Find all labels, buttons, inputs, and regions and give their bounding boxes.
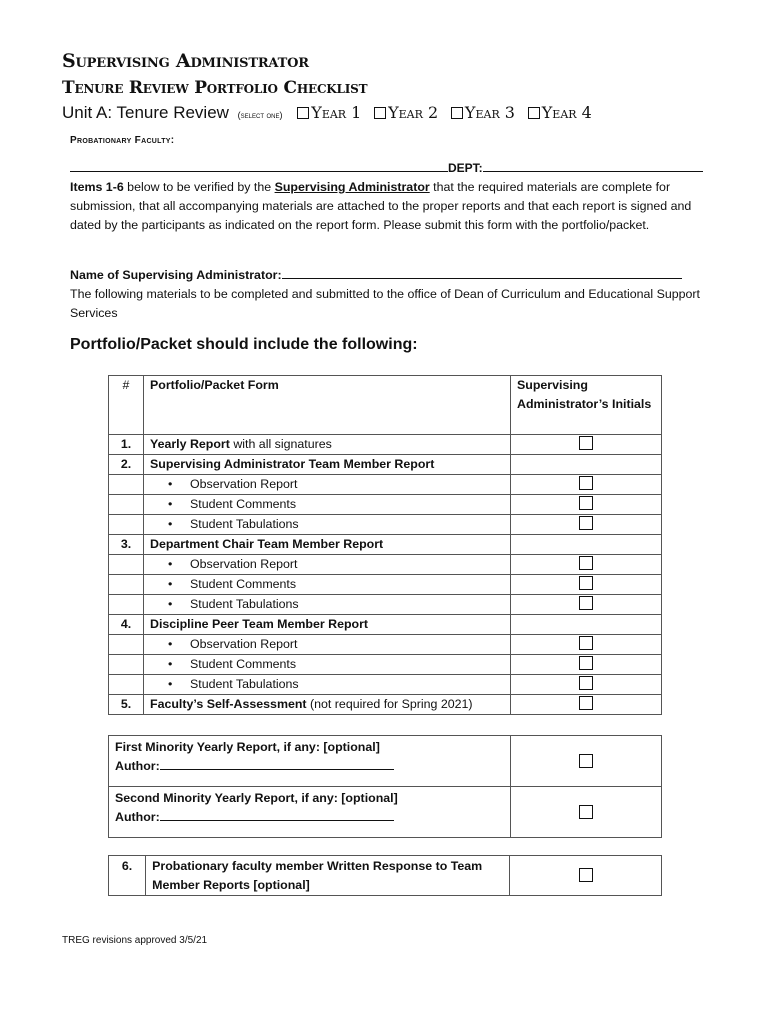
- row-form: Yearly Report with all signatures: [144, 435, 511, 455]
- dept-field[interactable]: [483, 160, 703, 172]
- title-line-2: Tenure Review Portfolio Checklist: [62, 78, 368, 98]
- unit-label: Unit A: Tenure Review: [62, 103, 229, 122]
- table-row: [109, 675, 662, 695]
- checkbox-icon[interactable]: [579, 596, 593, 610]
- checkbox-icon[interactable]: [579, 805, 593, 819]
- title-line-1: Supervising Administrator: [62, 50, 309, 72]
- item-6-number: 6.: [109, 856, 146, 896]
- submission-note: The following materials to be completed and submitted to the office of Dean of Curriculum and Educational Support Services: [70, 287, 700, 320]
- probationary-faculty-label: Probationary Faculty:: [70, 135, 175, 146]
- row-number: 4.: [109, 615, 144, 635]
- minority-report-table: [108, 735, 662, 838]
- year-1-option[interactable]: Year 1: [297, 103, 361, 122]
- checkbox-icon[interactable]: [579, 868, 593, 882]
- checkbox-icon[interactable]: [579, 754, 593, 768]
- checkbox-icon[interactable]: [528, 107, 540, 119]
- table-row: [109, 495, 662, 515]
- table-body: [109, 435, 662, 715]
- checkbox-icon[interactable]: [579, 496, 593, 510]
- row-number: 2.: [109, 455, 144, 475]
- row-number: [109, 515, 144, 535]
- first-minority-cell: First Minority Yearly Report, if any: [optional] Author:: [109, 736, 511, 787]
- checkbox-icon[interactable]: [374, 107, 386, 119]
- table-row: [109, 535, 662, 555]
- table-row: [109, 455, 662, 475]
- second-minority-cell: Second Minority Yearly Report, if any: [optional] Author:: [109, 787, 511, 838]
- col-initials-header: Supervising Administrator’s Initials: [511, 376, 662, 435]
- table-row: [109, 655, 662, 675]
- row-form: Supervising Administrator Team Member Report: [144, 455, 511, 475]
- year-3-option[interactable]: Year 3: [451, 103, 515, 122]
- checkbox-icon[interactable]: [579, 556, 593, 570]
- row-number: [109, 635, 144, 655]
- section-heading: Portfolio/Packet should include the following:: [70, 336, 418, 353]
- footer-note: TREG revisions approved 3/5/21: [62, 935, 208, 946]
- year-2-option[interactable]: Year 2: [374, 103, 438, 122]
- row-form: Discipline Peer Team Member Report: [144, 615, 511, 635]
- row-number: 5.: [109, 695, 144, 715]
- row-number: [109, 555, 144, 575]
- row-form: • Observation Report: [144, 475, 511, 495]
- row-form: • Student Comments: [144, 655, 511, 675]
- item-6-table: [108, 855, 662, 896]
- table-row: [109, 787, 662, 838]
- table-row: [109, 575, 662, 595]
- table-row: [109, 615, 662, 635]
- supervisor-name-label: Name of Supervising Administrator:: [70, 268, 282, 282]
- checkbox-icon[interactable]: [579, 656, 593, 670]
- checkbox-icon[interactable]: [579, 476, 593, 490]
- faculty-name-field[interactable]: [70, 160, 448, 172]
- row-number: [109, 475, 144, 495]
- faculty-dept-line: [70, 160, 703, 175]
- table-row: [109, 475, 662, 495]
- checkbox-icon[interactable]: [297, 107, 309, 119]
- unit-row: [62, 103, 600, 123]
- table-row: [109, 695, 662, 715]
- row-form: • Student Comments: [144, 575, 511, 595]
- row-number: [109, 595, 144, 615]
- row-form: • Observation Report: [144, 555, 511, 575]
- table-row: [109, 555, 662, 575]
- row-form: Department Chair Team Member Report: [144, 535, 511, 555]
- table-row: [109, 515, 662, 535]
- select-note: (select one): [237, 110, 283, 120]
- second-author-field[interactable]: [160, 809, 394, 821]
- checkbox-icon[interactable]: [579, 636, 593, 650]
- checkbox-icon[interactable]: [579, 676, 593, 690]
- row-number: 1.: [109, 435, 144, 455]
- col-num-header: #: [109, 376, 144, 435]
- row-form: • Student Comments: [144, 495, 511, 515]
- row-number: [109, 575, 144, 595]
- table-row: [109, 856, 662, 896]
- table-row: [109, 736, 662, 787]
- item-6-text: Probationary faculty member Written Response to Team Member Reports [optional]: [146, 856, 510, 896]
- dept-label: DEPT:: [448, 161, 483, 175]
- row-form: • Student Tabulations: [144, 595, 511, 615]
- row-number: [109, 495, 144, 515]
- row-number: [109, 655, 144, 675]
- first-author-field[interactable]: [160, 758, 394, 770]
- checkbox-icon[interactable]: [579, 696, 593, 710]
- checkbox-icon[interactable]: [451, 107, 463, 119]
- checkbox-icon[interactable]: [579, 516, 593, 530]
- col-form-header: Portfolio/Packet Form: [144, 376, 511, 435]
- table-row: [109, 595, 662, 615]
- instructions-paragraph: Items 1-6 below to be verified by the Supervising Administrator that the required materials are complete for submission, that all accompanying materials are attached to the proper reports and that each report is signed and dated by the participants as indicated on the report form. Please submit this form with the portfolio/packet.: [70, 180, 692, 232]
- checkbox-icon[interactable]: [579, 576, 593, 590]
- row-form: • Student Tabulations: [144, 515, 511, 535]
- year-4-option[interactable]: Year 4: [528, 103, 592, 122]
- row-number: [109, 675, 144, 695]
- table-header-row: [109, 376, 662, 435]
- row-form: • Student Tabulations: [144, 675, 511, 695]
- supervisor-name-field[interactable]: [282, 267, 682, 279]
- checkbox-icon[interactable]: [579, 436, 593, 450]
- row-number: 3.: [109, 535, 144, 555]
- supervisor-block: [70, 266, 700, 323]
- row-form: Faculty’s Self-Assessment (not required for Spring 2021): [144, 695, 511, 715]
- portfolio-table: [108, 375, 662, 715]
- table-row: [109, 635, 662, 655]
- row-form: • Observation Report: [144, 635, 511, 655]
- table-row: [109, 435, 662, 455]
